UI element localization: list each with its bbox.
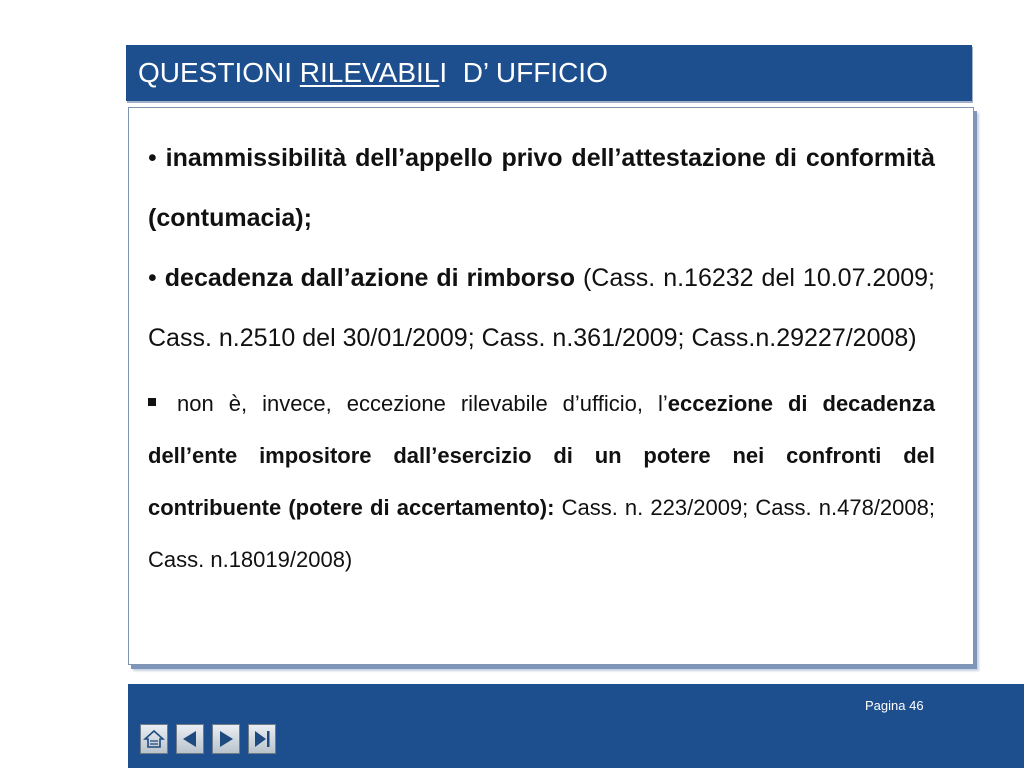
end-button[interactable]: [248, 724, 276, 754]
bullet-item-3: [148, 378, 935, 586]
item1-text: inammissibilità dell’appello privo dell’attestazione di conformità (contumacia);: [148, 144, 935, 232]
title-bar: [126, 45, 972, 101]
slide-content: [148, 128, 935, 586]
bullet-dot: •: [148, 144, 157, 172]
arrow-end-icon: [251, 728, 273, 750]
title-part2: I D’ UFFICIO: [439, 57, 608, 88]
arrow-right-icon: [215, 728, 237, 750]
home-icon: [143, 728, 165, 750]
page-number: Pagina 46: [865, 698, 924, 713]
item3-bold-text: eccezione di decadenza dell’ente impositore dall’esercizio di un potere nei confronti del contribuente (potere di accertamento):: [148, 391, 936, 520]
title-underlined: RILEVABIL: [299, 57, 440, 88]
title-part1: QUESTIONI: [138, 57, 300, 88]
arrow-left-icon: [179, 728, 201, 750]
previous-button[interactable]: [176, 724, 204, 754]
content-box: [128, 107, 974, 665]
item3-citations: Cass. n. 223/2009; Cass. n.478/2008; Cass. n.18019/2008): [148, 495, 935, 572]
home-button[interactable]: [140, 724, 168, 754]
bullet-dot: •: [148, 264, 157, 292]
item2-bold-text: decadenza dall’azione di rimborso: [164, 264, 575, 292]
next-button[interactable]: [212, 724, 240, 754]
bullet-item-1: [148, 128, 935, 248]
slide-title: [138, 56, 608, 90]
item2-citations: (Cass. n.16232 del 10.07.2009; Cass. n.2510 del 30/01/2009; Cass. n.361/2009; Cass.n.29227/2008): [148, 264, 935, 352]
square-bullet-icon: [148, 398, 156, 406]
footer-bar: [128, 684, 1024, 768]
bullet-item-2: [148, 248, 935, 368]
item3-intro: non è, invece, eccezione rilevabile d’ufficio, l’: [162, 391, 668, 416]
